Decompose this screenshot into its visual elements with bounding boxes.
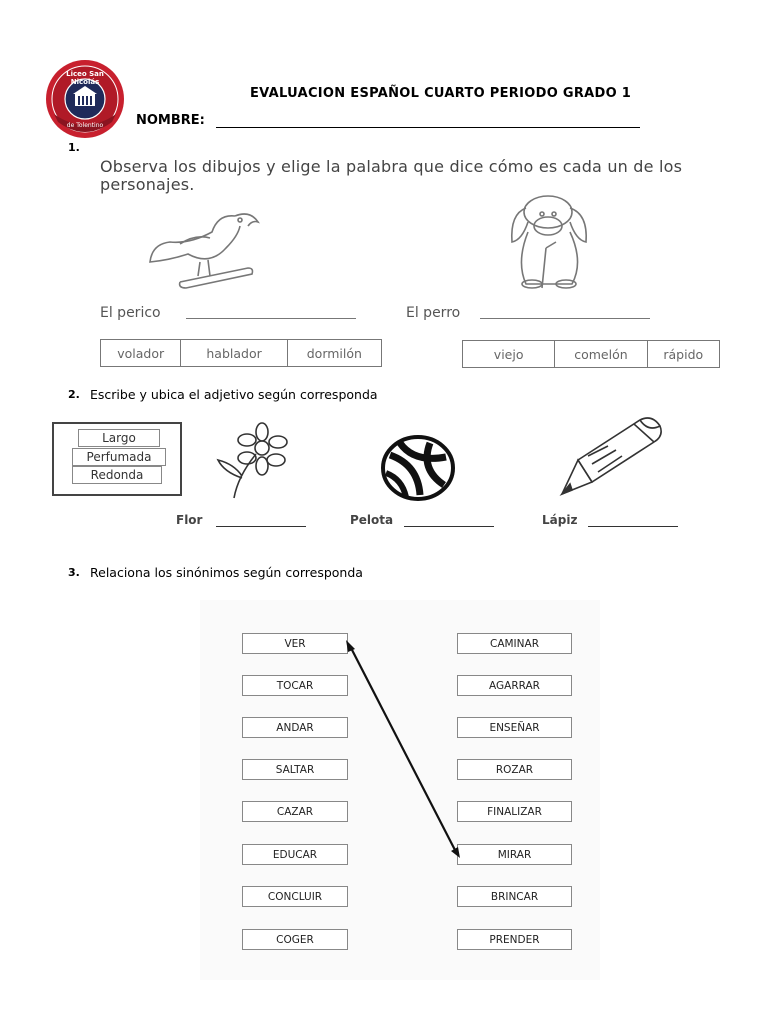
- synonym-left[interactable]: VER: [242, 633, 348, 654]
- adjective-box: [52, 422, 182, 496]
- pencil-drawing-icon: [552, 412, 668, 498]
- word-option[interactable]: hablador: [181, 340, 287, 366]
- synonym-right[interactable]: FINALIZAR: [457, 801, 572, 822]
- adjective-tag[interactable]: Largo: [78, 429, 160, 447]
- synonym-left[interactable]: COGER: [242, 929, 348, 950]
- synonym-left[interactable]: CAZAR: [242, 801, 348, 822]
- q3-number: 3.: [68, 566, 80, 579]
- perro-answer-line[interactable]: [480, 318, 650, 319]
- page-title: EVALUACION ESPAÑOL CUARTO PERIODO GRADO 1: [250, 86, 632, 101]
- word-option[interactable]: viejo: [463, 341, 555, 367]
- synonym-left[interactable]: EDUCAR: [242, 844, 348, 865]
- q1-instruction: Observa los dibujos y elige la palabra que dice cómo es cada un de los personajes.: [100, 157, 683, 194]
- name-label: NOMBRE:: [136, 113, 205, 128]
- word-option[interactable]: volador: [101, 340, 181, 366]
- q2-number: 2.: [68, 388, 80, 401]
- perico-word-options: [100, 339, 382, 367]
- perro-label: El perro: [406, 305, 461, 321]
- ball-drawing-icon: [380, 435, 456, 501]
- synonym-left[interactable]: TOCAR: [242, 675, 348, 696]
- object-label-pelota: Pelota: [350, 513, 394, 527]
- q2-instruction: Escribe y ubica el adjetivo según corresponda: [90, 387, 378, 402]
- perro-word-options: [462, 340, 720, 368]
- synonym-right[interactable]: MIRAR: [457, 844, 572, 865]
- logo-text-bottom: de Tolentino: [66, 122, 104, 129]
- synonym-right[interactable]: CAMINAR: [457, 633, 572, 654]
- synonym-panel: [200, 600, 600, 980]
- word-option[interactable]: rápido: [663, 346, 704, 362]
- synonym-right[interactable]: PRENDER: [457, 929, 572, 950]
- synonym-right[interactable]: ROZAR: [457, 759, 572, 780]
- object-label-lapiz: Lápiz: [542, 513, 578, 527]
- synonym-right[interactable]: AGARRAR: [457, 675, 572, 696]
- pelota-answer-line[interactable]: [404, 526, 494, 527]
- adjective-tag[interactable]: Redonda: [72, 466, 162, 484]
- object-label-flor: Flor: [176, 513, 203, 527]
- word-option[interactable]: dormilón: [306, 345, 362, 361]
- lapiz-answer-line[interactable]: [588, 526, 678, 527]
- synonym-left[interactable]: ANDAR: [242, 717, 348, 738]
- parrot-drawing-icon: [140, 204, 270, 294]
- dog-drawing-icon: [496, 192, 606, 292]
- synonym-left[interactable]: SALTAR: [242, 759, 348, 780]
- perico-label: El perico: [100, 305, 161, 321]
- word-option[interactable]: comelón: [555, 341, 647, 367]
- name-field-line[interactable]: [216, 127, 640, 128]
- flor-answer-line[interactable]: [216, 526, 306, 527]
- flower-drawing-icon: [210, 420, 290, 500]
- synonym-right[interactable]: ENSEÑAR: [457, 717, 572, 738]
- q1-number: 1.: [68, 141, 80, 154]
- adjective-tag[interactable]: Perfumada: [72, 448, 166, 466]
- school-logo: [44, 58, 126, 140]
- synonym-left[interactable]: CONCLUIR: [242, 886, 348, 907]
- example-arrow-icon: [200, 600, 600, 980]
- perico-answer-line[interactable]: [186, 318, 356, 319]
- synonym-right[interactable]: BRINCAR: [457, 886, 572, 907]
- logo-text-top: Liceo San Nicolás: [66, 70, 104, 86]
- q3-instruction: Relaciona los sinónimos según corresponda: [90, 565, 363, 580]
